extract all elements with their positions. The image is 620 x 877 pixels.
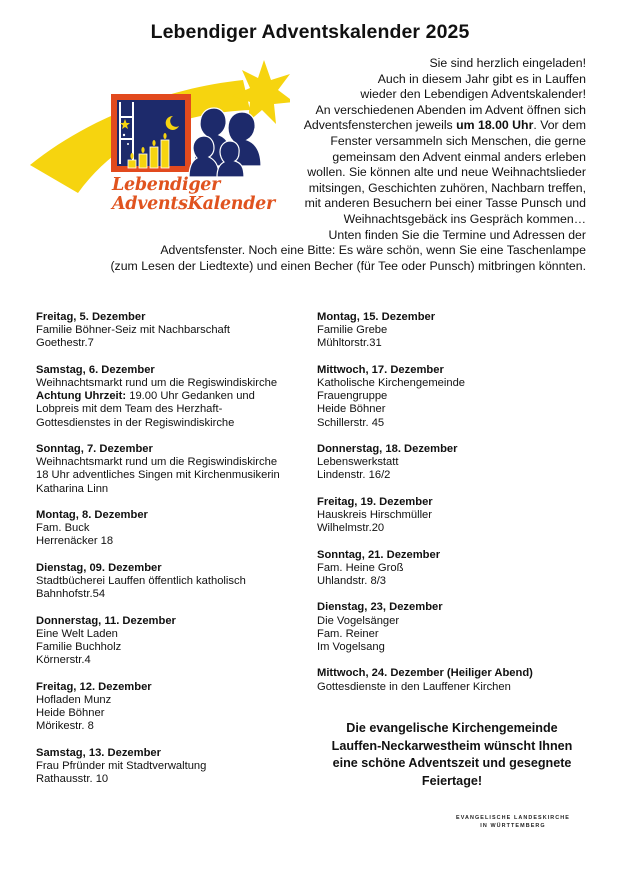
- intro-line: Sie sind herzlich eingeladen!: [429, 56, 586, 70]
- schedule-entry: [317, 601, 597, 654]
- intro-line: Fenster versammeln sich Menschen, die gerne: [330, 133, 586, 148]
- closing-line: Feiertage!: [421, 773, 483, 788]
- intro-line: Auch in diesem Jahr gibt es in Lauffen: [377, 71, 586, 86]
- entry-date: Sonntag, 21. Dezember: [317, 548, 441, 561]
- entry-line: Hauskreis Hirschmüller: [317, 509, 433, 521]
- entry-date: Freitag, 19. Dezember: [317, 495, 433, 508]
- entry-line: Hofladen Munz: [36, 693, 112, 706]
- intro-line: mitsingen, Geschichten zuhören, Nachbarn treffen,: [308, 180, 586, 195]
- schedule-left-column: [36, 311, 306, 799]
- intro-line: wieder den Lebendigen Adventskalender!: [360, 87, 586, 102]
- entry-date: Mittwoch, 24. Dezember (Heiliger Abend): [317, 667, 533, 680]
- entry-date: Mittwoch, 17. Dezember: [317, 363, 444, 376]
- entry-line-note: [36, 390, 306, 403]
- intro-text-segment: Adventsfensterchen jeweils: [303, 118, 457, 133]
- schedule-entry: [36, 562, 306, 602]
- schedule-entry: [317, 496, 597, 536]
- intro-line: Unten finden Sie die Termine und Adressen der: [328, 227, 586, 242]
- intro-line: An verschiedenen Abenden im Advent öffnen sich: [315, 102, 586, 117]
- entry-date: Donnerstag, 18. Dezember: [317, 443, 458, 455]
- entry-date: Samstag, 6. Dezember: [36, 363, 155, 376]
- entry-date: Dienstag, 09. Dezember: [36, 561, 162, 574]
- schedule-entry: [36, 747, 306, 787]
- closing-greeting: [312, 720, 592, 790]
- schedule-entry: [317, 443, 597, 483]
- entry-line: Mühltorstr.31: [317, 337, 382, 350]
- intro-line: Weihnachtsgebäck ins Gespräch kommen…: [343, 211, 586, 226]
- closing-line: Die evangelische Kirchengemeinde: [346, 721, 558, 735]
- entry-line: Wilhelmstr.20: [317, 522, 385, 535]
- org-line-1: EVANGELISCHE LANDESKIRCHE: [456, 815, 570, 821]
- organization-logo-text: [448, 814, 578, 830]
- schedule-entry: [36, 311, 306, 351]
- entry-line: Fam. Reiner: [317, 627, 379, 640]
- entry-line: Familie Grebe: [317, 324, 388, 337]
- entry-line: Gottesdienstes in der Regiswindiskirche: [36, 416, 235, 429]
- page-title: Lebendiger Adventskalender 2025: [150, 21, 470, 43]
- entry-line: Heide Böhner: [317, 403, 386, 416]
- entry-line: Lobpreis mit dem Team des Herzhaft-: [36, 403, 223, 416]
- intro-line: mit anderen Besuchern bei einer Tasse Punsch und: [304, 196, 586, 211]
- entry-line: Weihnachtsmarkt rund um die Regiswindiskirche: [36, 377, 278, 389]
- entry-line: Bahnhofstr.54: [36, 588, 106, 601]
- entry-line: 18 Uhr adventliches Singen mit Kirchenmusikerin: [36, 469, 280, 482]
- entry-line: Frau Pfründer mit Stadtverwaltung: [36, 759, 207, 772]
- entry-line: Lindenstr. 16/2: [317, 469, 391, 482]
- entry-date: Freitag, 5. Dezember: [36, 311, 146, 323]
- entry-line: Gottesdienste in den Lauffener Kirchen: [317, 680, 511, 693]
- entry-line: Die Vogelsänger: [317, 614, 400, 627]
- entry-line: Fam. Heine Groß: [317, 561, 404, 574]
- intro-line: wollen. Sie können alte und neue Weihnachtslieder: [307, 165, 586, 180]
- entry-line: Lebenswerkstatt: [317, 456, 399, 469]
- schedule-right-column: [317, 311, 597, 707]
- org-line-2: IN WÜRTTEMBERG: [480, 823, 546, 830]
- entry-line: Goethestr.7: [36, 337, 94, 350]
- intro-line: gemeinsam den Advent einmal anders erleben: [332, 149, 586, 164]
- entry-line: Mörikestr. 8: [36, 720, 94, 733]
- entry-line: Schillerstr. 45: [317, 416, 385, 429]
- entry-line: Fam. Buck: [36, 522, 90, 535]
- entry-date: Donnerstag, 11. Dezember: [36, 614, 176, 627]
- intro-text: [26, 56, 586, 274]
- entry-line: Körnerstr.4: [36, 654, 91, 667]
- schedule-entry: [36, 364, 306, 430]
- entry-line: Heide Böhner: [36, 707, 105, 719]
- schedule-entry: [36, 681, 306, 734]
- entry-line: Weihnachtsmarkt rund um die Regiswindiskirche: [36, 456, 278, 469]
- schedule-entry: [36, 615, 306, 668]
- entry-line: Katholische Kirchengemeinde: [317, 377, 466, 389]
- closing-line: eine schöne Adventszeit und gesegnete: [332, 756, 572, 771]
- intro-line: (zum Lesen der Liedtexte) und einen Becher (für Tee oder Punsch) mitbringen könnten.: [110, 258, 586, 273]
- intro-text-segment: . Vor dem: [533, 118, 586, 133]
- entry-date: Sonntag, 7. Dezember: [36, 443, 153, 455]
- logo-line-2: AdventsKalender: [112, 194, 275, 214]
- entry-line: Katharina Linn: [36, 482, 109, 495]
- entry-line: Familie Buchholz: [36, 641, 122, 653]
- entry-line: Im Vogelsang: [317, 641, 385, 653]
- schedule-entry: [317, 667, 597, 693]
- entry-note-text: 19.00 Uhr Gedanken und: [126, 390, 255, 403]
- closing-line: Lauffen-Neckarwestheim wünscht Ihnen: [331, 738, 573, 753]
- entry-line: Frauengruppe: [317, 390, 388, 403]
- intro-line-time: [26, 118, 586, 134]
- schedule-entry: [36, 443, 306, 496]
- entry-date: Dienstag, 23, Dezember: [317, 601, 443, 614]
- entry-line: Eine Welt Laden: [36, 627, 118, 640]
- time-warning: Achtung Uhrzeit:: [36, 390, 127, 403]
- schedule-entry: [317, 311, 597, 351]
- schedule-entry: [317, 364, 597, 430]
- entry-line: Familie Böhner-Seiz mit Nachbarschaft: [36, 324, 230, 337]
- schedule-entry: [36, 509, 306, 549]
- meeting-time: um 18.00 Uhr: [456, 118, 534, 133]
- entry-date: Samstag, 13. Dezember: [36, 746, 161, 759]
- entry-line: Rathausstr. 10: [36, 773, 109, 785]
- schedule-entry: [317, 549, 597, 589]
- entry-line: Uhlandstr. 8/3: [317, 575, 387, 587]
- entry-date: Montag, 15. Dezember: [317, 311, 436, 323]
- entry-line: Herrenäcker 18: [36, 535, 114, 548]
- entry-date: Freitag, 12. Dezember: [36, 680, 152, 693]
- entry-date: Montag, 8. Dezember: [36, 509, 148, 521]
- entry-line: Stadtbücherei Lauffen öffentlich katholisch: [36, 575, 246, 587]
- intro-line: Adventsfenster. Noch eine Bitte: Es wäre schön, wenn Sie eine Taschenlampe: [160, 243, 586, 258]
- logo-line-1: Lebendiger: [112, 175, 221, 195]
